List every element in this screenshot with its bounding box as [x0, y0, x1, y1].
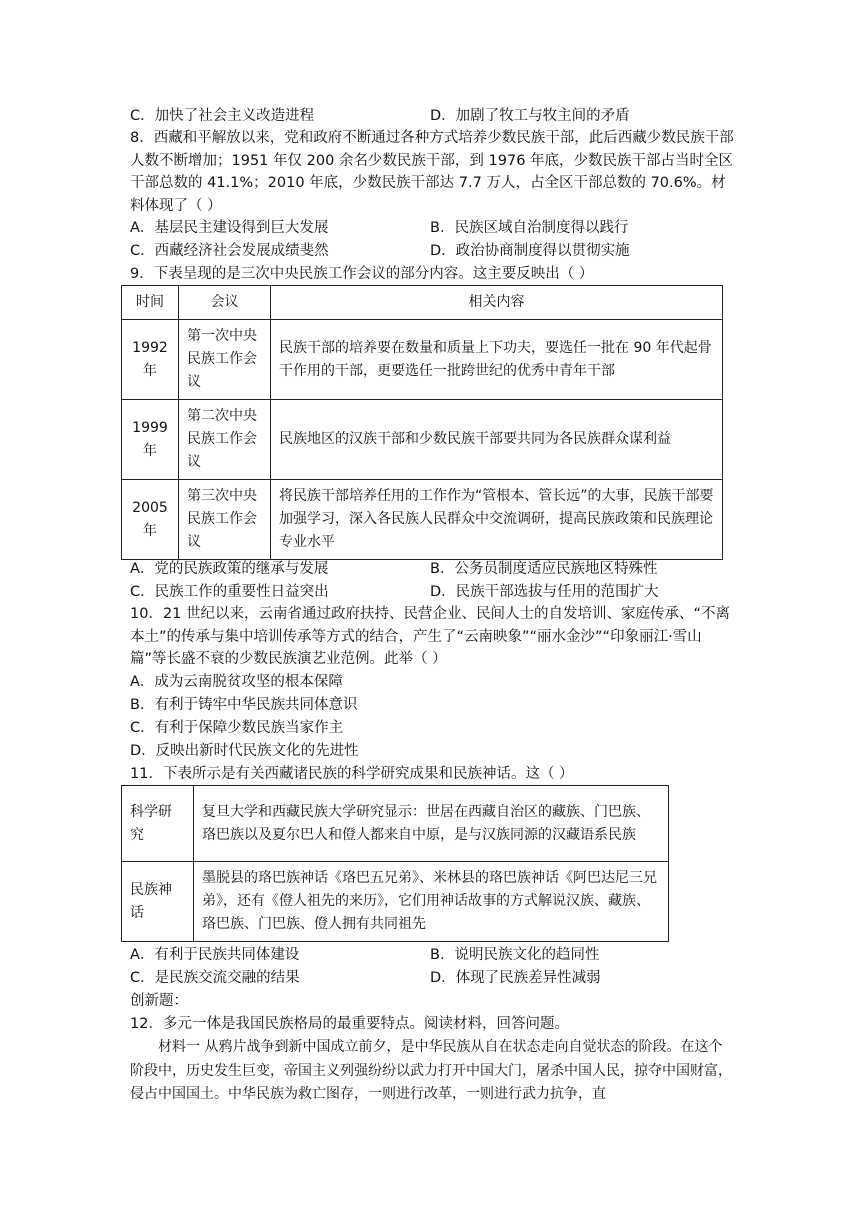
table-row [122, 400, 723, 480]
row-year: 1992 年 [122, 320, 179, 400]
q8-option-c: C．西藏经济社会发展成绩斐然 [130, 243, 329, 259]
row-content: 复旦大学和西藏民族大学研究显示：世居在西藏自治区的藏族、门巴族、珞巴族以及夏尔巴人和僜人都来自中原，是与汉族同源的汉藏语系民族 [194, 786, 669, 862]
table-row [122, 786, 669, 862]
row-year: 1999 年 [122, 400, 179, 480]
q10-option-b: B．有利于铸牢中华民族共同体意识 [130, 697, 358, 713]
q9-option-a: A．党的民族政策的继承与发展 [130, 561, 329, 577]
q7-option-c: C．加快了社会主义改造进程 [130, 108, 315, 124]
row-meeting: 第一次中央民族工作会议 [179, 320, 271, 400]
q11-option-d: D．体现了民族差异性减弱 [430, 970, 601, 986]
header-meeting: 会议 [179, 286, 271, 320]
q9-table [121, 285, 723, 560]
q11-option-a: A．有利于民族共同体建设 [130, 947, 300, 963]
q12-stem: 12．多元一体是我国民族格局的最重要特点。阅读材料，回答问题。 [130, 1016, 569, 1032]
q8-option-b: B．民族区域自治制度得以践行 [430, 220, 629, 236]
table-row [122, 320, 723, 400]
row-label: 民族神话 [122, 862, 194, 942]
q9-stem: 9．下表呈现的是三次中央民族工作会议的部分内容。这主要反映出（ ） [130, 266, 594, 282]
q9-option-b: B．公务员制度适应民族地区特殊性 [430, 561, 658, 577]
row-content: 民族地区的汉族干部和少数民族干部要共同为各民族群众谋利益 [271, 400, 723, 480]
table-row [122, 480, 723, 560]
header-content: 相关内容 [271, 286, 723, 320]
q10-option-d: D．反映出新时代民族文化的先进性 [130, 743, 359, 759]
row-label: 科学研究 [122, 786, 194, 862]
q9-option-c: C．民族工作的重要性日益突出 [130, 584, 329, 600]
q7-option-d: D．加剧了牧工与牧主间的矛盾 [430, 108, 630, 124]
table-header-row [122, 286, 723, 320]
q10-option-c: C．有利于保障少数民族当家作主 [130, 720, 344, 736]
row-meeting: 第三次中央民族工作会议 [179, 480, 271, 560]
q11-option-b: B．说明民族文化的趋同性 [430, 947, 600, 963]
q12-material: 材料一 从鸦片战争到新中国成立前夕，是中华民族从自在状态走向自觉状态的阶段。在这个阶段中，历史发生巨变，帝国主义列强纷纷以武力打开中国大门，屠杀中国人民，掠夺中国财富，侵占中国国土。中华民族为救亡图存，一则进行改革，一则进行武力抗争，直 [130, 1039, 732, 1102]
q11-stem: 11．下表所示是有关西藏诸民族的科学研究成果和民族神话。这（ ） [130, 766, 574, 782]
row-content: 民族干部的培养要在数量和质量上下功夫，要选任一批在 90 年代起骨干作用的干部，更要选任一批跨世纪的优秀中青年干部 [271, 320, 723, 400]
q8-option-d: D．政治协商制度得以贯彻实施 [430, 243, 630, 259]
table-row [122, 862, 669, 942]
section-heading: 创新题： [130, 993, 188, 1009]
q9-option-d: D．民族干部选拔与任用的范围扩大 [430, 584, 659, 600]
row-content: 将民族干部培养任用的工作作为“管根本、管长远”的大事，民族干部要加强学习，深入各民族人民群众中交流调研，提高民族政策和民族理论专业水平 [271, 480, 723, 560]
row-year: 2005 年 [122, 480, 179, 560]
header-time: 时间 [122, 286, 179, 320]
row-content: 墨脱县的珞巴族神话《珞巴五兄弟》、米林县的珞巴族神话《阿巴达尼三兄弟》，还有《僜人祖先的来历》，它们用神话故事的方式解说汉族、藏族、珞巴族、门巴族、僜人拥有共同祖先 [194, 862, 669, 942]
q8-option-a: A．基层民主建设得到巨大发展 [130, 220, 329, 236]
q11-option-c: C．是民族交流交融的结果 [130, 970, 300, 986]
q10-option-a: A．成为云南脱贫攻坚的根本保障 [130, 674, 343, 690]
q8-stem: 8．西藏和平解放以来，党和政府不断通过各种方式培养少数民族干部，此后西藏少数民族干部人数不断增加；1951 年仅 200 余名少数民族干部，到 1976 年底，少数民族干部占当时全区干部总数的 41.1%；2010 年底，少数民族干部达 7.7 万人，占全区干部总数的 70.6%。材料体现了（ ） [130, 130, 734, 214]
row-meeting: 第二次中央民族工作会议 [179, 400, 271, 480]
q11-table [121, 785, 669, 942]
q10-stem: 10．21 世纪以来，云南省通过政府扶持、民营企业、民间人士的自发培训、家庭传承、“不离本土”的传承与集中培训传承等方式的结合，产生了“云南映象”“丽水金沙”“印象丽江·雪山篇”等长盛不衰的少数民族演艺业范例。此举（ ） [130, 606, 731, 667]
